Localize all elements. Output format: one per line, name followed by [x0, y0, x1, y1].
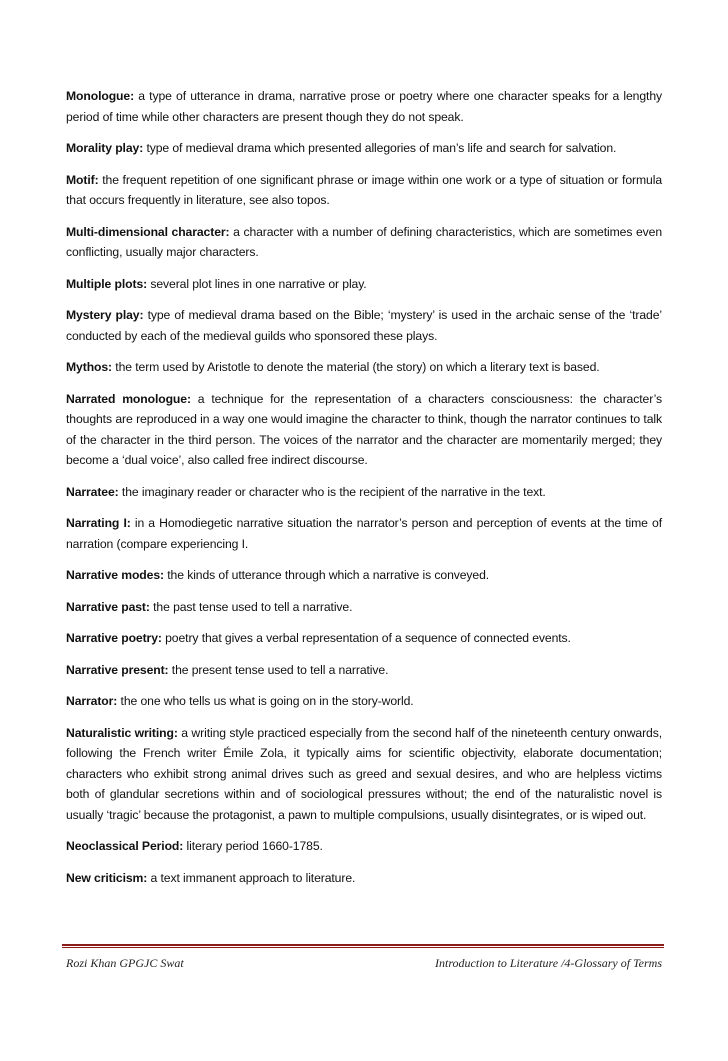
- footer-divider: [62, 944, 664, 949]
- entry-term: Multiple plots:: [66, 276, 148, 291]
- entry-term: Narrator:: [66, 694, 118, 708]
- glossary-entry-naturalistic-writing: [66, 723, 662, 826]
- entry-definition: the present tense used to tell a narrative.: [168, 662, 389, 677]
- glossary-entry-narrative-present: [66, 660, 662, 681]
- glossary-entry-narrating-i: [66, 513, 662, 554]
- glossary-entry-narrator: [66, 691, 662, 712]
- footer-divider-thick-line: [62, 944, 664, 946]
- entry-definition: the frequent repetition of one significant phrase or image within one work or a type of situation or formula that occurs frequently in literature, see also topos.: [66, 172, 662, 207]
- glossary-entry-new-criticism: [66, 868, 662, 889]
- entry-definition: a technique for the representation of a characters consciousness: the character’s thoughts are reproduced in a way one would imagine the character to think, though the narrator continues to talk of the character in the third person. The voices of the narrator and the character are momentarily merged; they become a ‘dual voice’, also called free indirect discourse.: [66, 391, 662, 467]
- page-footer: [66, 956, 662, 971]
- entry-definition: poetry that gives a verbal representation of a sequence of connected events.: [161, 631, 571, 645]
- entry-term: Narrative poetry:: [66, 631, 162, 645]
- entry-term: Motif:: [66, 172, 99, 187]
- entry-term: Naturalistic writing:: [66, 725, 178, 740]
- entry-definition: the imaginary reader or character who is the recipient of the narrative in the text.: [118, 484, 546, 499]
- footer-author: Rozi Khan GPGJC Swat: [66, 956, 184, 970]
- glossary-body: [66, 86, 662, 899]
- glossary-entry-narrative-past: [66, 597, 662, 618]
- entry-definition: the past tense used to tell a narrative.: [149, 599, 353, 614]
- entry-definition: a text immanent approach to literature.: [147, 870, 356, 885]
- entry-definition: literary period 1660-1785.: [183, 839, 323, 853]
- entry-definition: several plot lines in one narrative or play.: [147, 276, 367, 291]
- footer-course-title: Introduction to Literature /4-Glossary of Terms: [434, 956, 662, 970]
- entry-term: Narrating I:: [66, 516, 131, 530]
- glossary-entry-mystery-play: [66, 305, 662, 346]
- glossary-entry-neoclassical-period: [66, 836, 662, 857]
- entry-definition: the one who tells us what is going on in the story-world.: [117, 694, 414, 708]
- entry-term: Neoclassical Period:: [66, 839, 184, 853]
- footer-divider-thin-line: [62, 947, 664, 948]
- entry-term: Mystery play:: [66, 308, 144, 322]
- entry-term: Narrated monologue:: [66, 391, 191, 406]
- entry-definition: a character with a number of defining characteristics, which are sometimes even conflicting, usually major characters.: [66, 224, 662, 259]
- glossary-entry-multiple-plots: [66, 274, 662, 295]
- entry-term: Multi-dimensional character:: [66, 224, 230, 239]
- entry-definition: a writing style practiced especially from the second half of the nineteenth century onwards, following the French writer Émile Zola, it typically aims for scientific objectivity, elaborate documentation; characters who exhibit strong animal drives such as greed and sexual desires, and who are helpless victims both of glandular secretions within and of sociological pressures without; the end of the naturalistic novel is usually ‘tragic’ because the protagonist, a pawn to multiple compulsions, usually disintegrates, or is wiped out.: [66, 725, 662, 822]
- entry-term: Mythos:: [66, 360, 113, 374]
- glossary-entry-motif: [66, 170, 662, 211]
- glossary-entry-narratee: [66, 482, 662, 503]
- entry-term: Morality play:: [66, 141, 144, 155]
- entry-definition: a type of utterance in drama, narrative prose or poetry where one character speaks for a lengthy period of time while other characters are present though they do not speak.: [66, 89, 662, 124]
- entry-term: Narrative modes:: [66, 568, 164, 582]
- glossary-entry-narrative-modes: [66, 565, 662, 586]
- entry-term: Narratee:: [66, 484, 119, 499]
- glossary-entry-mythos: [66, 357, 662, 378]
- entry-definition: type of medieval drama which presented allegories of man’s life and search for salvation.: [143, 141, 617, 155]
- glossary-entry-monologue: [66, 86, 662, 127]
- glossary-entry-narrated-monologue: [66, 389, 662, 471]
- glossary-entry-morality-play: [66, 138, 662, 159]
- entry-term: Narrative present:: [66, 662, 169, 677]
- entry-term: Narrative past:: [66, 599, 150, 614]
- entry-term: New criticism:: [66, 870, 148, 885]
- entry-definition: the kinds of utterance through which a narrative is conveyed.: [163, 568, 490, 582]
- glossary-entry-multi-dimensional-character: [66, 222, 662, 263]
- entry-term: Monologue:: [66, 89, 135, 103]
- entry-definition: type of medieval drama based on the Bible; ‘mystery’ is used in the archaic sense of the ‘trade’ conducted by each of the medieval guilds who sponsored these plays.: [66, 308, 662, 343]
- glossary-entry-narrative-poetry: [66, 628, 662, 649]
- entry-definition: in a Homodiegetic narrative situation the narrator’s person and perception of events at the time of narration (compare experiencing I.: [66, 516, 662, 551]
- entry-definition: the term used by Aristotle to denote the material (the story) on which a literary text is based.: [112, 360, 600, 374]
